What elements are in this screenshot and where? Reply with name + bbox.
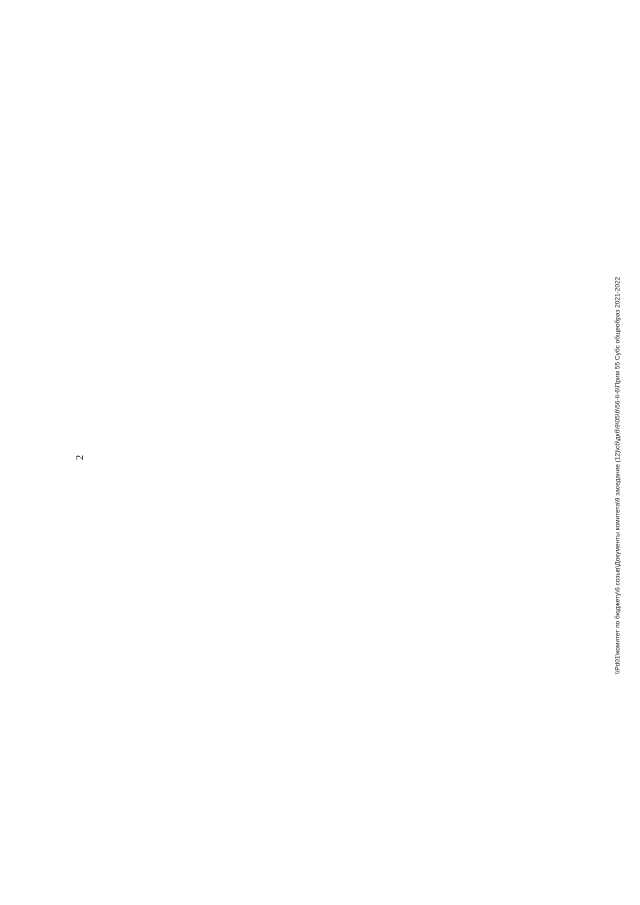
page-number: 2 <box>75 455 86 460</box>
file-path-footer: \\Pd01\комитет по бюджету\6 созыв\Документы комитета\9 заседание (12)\сб\дкб\9\05\б\56-II-6\Прим 55 Субс общеобраз 2021-2022 <box>614 276 622 675</box>
